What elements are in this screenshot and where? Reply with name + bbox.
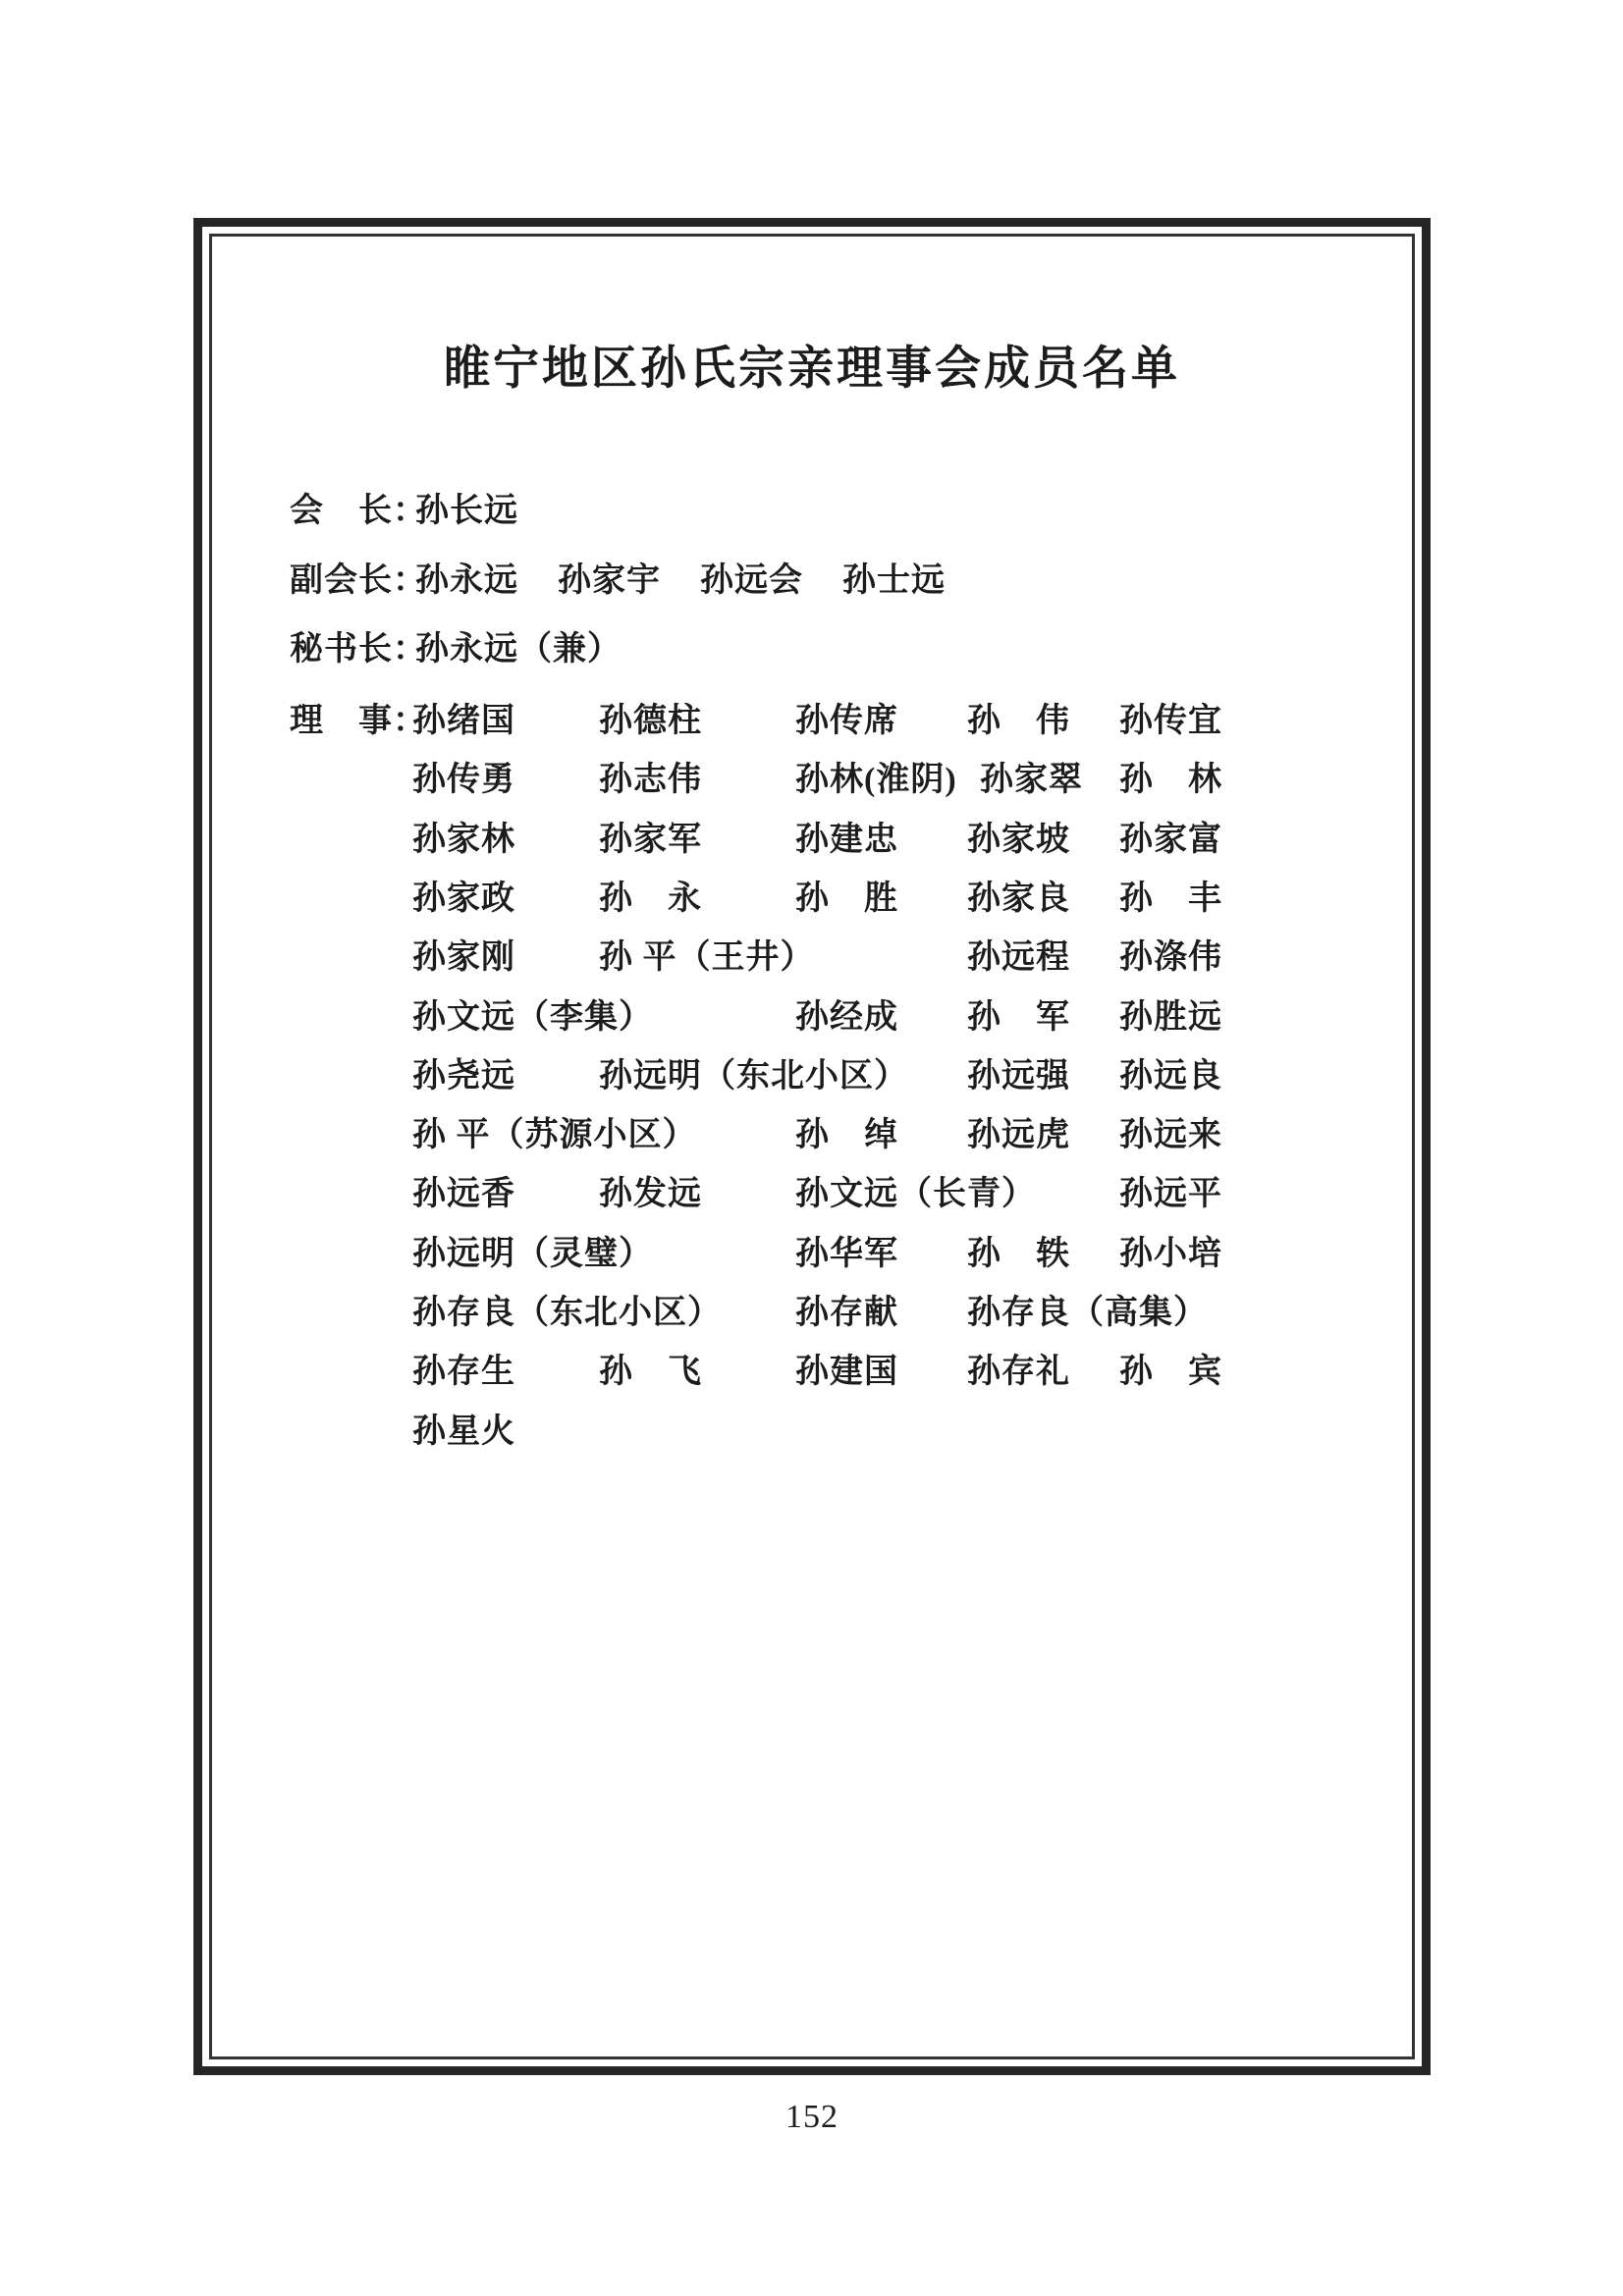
director-name: 孙家军 — [599, 822, 702, 858]
director-row — [412, 1166, 1316, 1213]
director-name: 孙存良（高集） — [967, 1295, 1208, 1331]
director-name: 孙小培 — [1119, 1236, 1222, 1272]
director-name: 孙远虎 — [967, 1117, 1070, 1153]
director-row — [412, 930, 1316, 977]
director-name: 孙经成 — [795, 999, 898, 1036]
director-name: 孙建忠 — [795, 822, 898, 858]
director-name: 孙绪国 — [412, 703, 515, 739]
director-name: 孙存良（东北小区） — [412, 1295, 722, 1331]
director-name: 孙远平 — [1119, 1176, 1222, 1212]
director-name: 孙 军 — [967, 999, 1070, 1036]
director-name: 孙 飞 — [599, 1354, 702, 1390]
directors-label: 理 事： — [290, 703, 427, 739]
director-name: 孙 轶 — [967, 1236, 1070, 1272]
director-name: 孙建国 — [795, 1354, 898, 1390]
officer-name: 孙永远（兼） — [415, 631, 622, 667]
officer-role-label: 会 长： — [290, 493, 427, 529]
officer-name: 孙远会 — [700, 562, 803, 599]
director-name: 孙星火 — [412, 1414, 515, 1450]
director-name: 孙传宜 — [1119, 703, 1222, 739]
director-name: 孙 林 — [1119, 762, 1222, 798]
director-name: 孙传席 — [795, 703, 898, 739]
director-name: 孙存生 — [412, 1354, 515, 1390]
officer-role-label: 副会长： — [290, 562, 427, 599]
director-name: 孙远来 — [1119, 1117, 1222, 1153]
director-name: 孙家刚 — [412, 939, 515, 976]
director-row — [412, 871, 1316, 918]
page-number: 152 — [785, 2099, 839, 2135]
director-row — [412, 1404, 1316, 1451]
director-name: 孙林(淮阴) — [795, 762, 957, 798]
director-name: 孙文远（李集） — [412, 999, 653, 1036]
director-name: 孙家翠 — [980, 762, 1083, 798]
director-name: 孙存礼 — [967, 1354, 1070, 1390]
director-row — [412, 812, 1316, 859]
director-name: 孙 绰 — [795, 1117, 898, 1153]
director-name: 孙志伟 — [599, 762, 702, 798]
director-name: 孙 平（苏源小区） — [412, 1117, 697, 1153]
director-name: 孙德柱 — [599, 703, 702, 739]
director-name: 孙远程 — [967, 939, 1070, 976]
director-name: 孙家政 — [412, 881, 515, 917]
director-name: 孙远强 — [967, 1058, 1070, 1095]
director-name: 孙华军 — [795, 1236, 898, 1272]
director-name: 孙文远（长青） — [795, 1176, 1036, 1212]
director-name: 孙远明（灵璧） — [412, 1236, 653, 1272]
director-name: 孙家富 — [1119, 822, 1222, 858]
director-row — [412, 1285, 1316, 1332]
director-row — [412, 1048, 1316, 1095]
director-name: 孙涤伟 — [1119, 939, 1222, 976]
director-row — [412, 989, 1316, 1037]
director-name: 孙 宾 — [1119, 1354, 1222, 1390]
officer-name: 孙家宇 — [558, 562, 661, 599]
director-row — [412, 752, 1316, 799]
officer-name: 孙士远 — [842, 562, 946, 599]
director-name: 孙远明（东北小区） — [599, 1058, 908, 1095]
director-name: 孙尧远 — [412, 1058, 515, 1095]
officer-line — [290, 483, 558, 531]
director-name: 孙 胜 — [795, 881, 898, 917]
director-row — [412, 1344, 1316, 1391]
director-name: 孙 平（王井） — [599, 939, 815, 976]
director-name: 孙远香 — [412, 1176, 515, 1212]
director-name: 孙存献 — [795, 1295, 898, 1331]
director-name: 孙家林 — [412, 822, 515, 858]
director-name: 孙胜远 — [1119, 999, 1222, 1036]
director-name: 孙传勇 — [412, 762, 515, 798]
director-name: 孙发远 — [599, 1176, 702, 1212]
director-name: 孙家良 — [967, 881, 1070, 917]
director-name: 孙家坡 — [967, 822, 1070, 858]
director-name: 孙远良 — [1119, 1058, 1222, 1095]
officer-line — [290, 621, 661, 669]
director-name: 孙 伟 — [967, 703, 1070, 739]
officer-role-label: 秘书长： — [290, 631, 427, 667]
officer-name: 孙长远 — [415, 493, 518, 529]
officer-name: 孙永远 — [415, 562, 518, 599]
director-name: 孙 永 — [599, 881, 702, 917]
officer-line — [290, 553, 985, 601]
page-title: 睢宁地区孙氏宗亲理事会成员名单 — [444, 344, 1180, 395]
director-name: 孙 丰 — [1119, 881, 1222, 917]
director-row — [412, 1226, 1316, 1273]
director-row — [412, 1107, 1316, 1154]
director-row — [412, 693, 1316, 740]
